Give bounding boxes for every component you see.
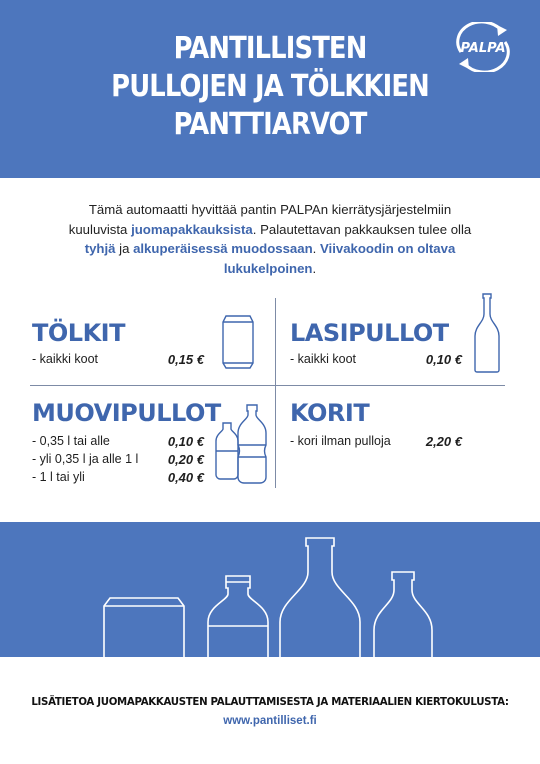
category-tolkit bbox=[32, 320, 204, 370]
intro-highlight: Viivakoodin on oltava lukukelpoinen bbox=[223, 241, 456, 276]
price-row bbox=[290, 352, 462, 370]
price-value: 0,10 € bbox=[167, 434, 204, 449]
price-label: - 1 l tai yli bbox=[32, 470, 85, 484]
intro-part: Tämä automaatti hyvittää pantin PALPAn kierrätysjärjestelmiin kuuluvista bbox=[68, 202, 452, 237]
title-line-1: PANTILLISTEN bbox=[173, 31, 367, 66]
illustration-band bbox=[0, 522, 540, 657]
footer-link[interactable]: www.pantilliset.fi bbox=[223, 715, 317, 727]
price-value: 2,20 € bbox=[425, 434, 462, 449]
price-label: - yli 0,35 l ja alle 1 l bbox=[32, 452, 139, 466]
page-title bbox=[38, 30, 502, 144]
price-label: - kori ilman pulloja bbox=[290, 434, 391, 448]
intro-highlight: juomapakkauksista bbox=[131, 221, 253, 237]
category-title: MUOVIPULLOT bbox=[32, 399, 221, 427]
palpa-logo bbox=[451, 22, 515, 72]
category-muovipullot bbox=[32, 399, 221, 488]
plastic-bottles-icon bbox=[214, 403, 270, 485]
horizontal-divider bbox=[30, 385, 505, 386]
can-icon bbox=[220, 313, 256, 371]
intro-highlight: alkuperäisessä muodossaan bbox=[133, 241, 313, 256]
intro-part: . bbox=[312, 260, 317, 276]
small-glass-bottle-outline-icon bbox=[374, 572, 432, 657]
glass-bottle-outline-icon bbox=[280, 538, 360, 657]
category-lasipullot bbox=[290, 320, 462, 370]
category-title: KORIT bbox=[290, 399, 370, 427]
vertical-divider bbox=[275, 298, 276, 488]
intro-part: . Palautettavan pakkauksen tulee olla bbox=[252, 221, 472, 237]
intro-text bbox=[60, 200, 480, 278]
price-row bbox=[32, 470, 204, 488]
intro-highlight: tyhjä bbox=[84, 241, 116, 256]
price-row bbox=[32, 452, 204, 470]
price-label: - 0,35 l tai alle bbox=[32, 434, 110, 448]
footer-text: LISÄTIETOA JUOMAPAKKAUSTEN PALAUTTAMISESTA JA MATERIAALIEN KIERTOKULUSTA: bbox=[31, 697, 509, 708]
price-value: 0,15 € bbox=[167, 352, 204, 367]
glass-bottle-icon bbox=[472, 292, 502, 374]
price-value: 0,40 € bbox=[167, 470, 204, 485]
price-value: 0,10 € bbox=[425, 352, 462, 367]
title-line-2: PULLOJEN JA TÖLKKIEN bbox=[111, 69, 429, 104]
price-row bbox=[290, 434, 462, 452]
logo-text: PALPA bbox=[460, 41, 506, 56]
title-line-3: PANTTIARVOT bbox=[173, 107, 367, 142]
price-row bbox=[32, 352, 204, 370]
outline-containers-illustration bbox=[0, 522, 540, 657]
header-banner bbox=[0, 0, 540, 178]
category-title: LASIPULLOT bbox=[290, 319, 449, 347]
category-korit bbox=[290, 400, 462, 452]
intro-part: ja bbox=[115, 241, 134, 256]
can-outline-icon bbox=[104, 598, 184, 657]
plastic-bottle-outline-icon bbox=[208, 576, 268, 657]
price-label: - kaikki koot bbox=[290, 352, 356, 366]
price-row bbox=[32, 434, 204, 452]
price-value: 0,20 € bbox=[167, 452, 204, 467]
intro-part: . bbox=[312, 241, 320, 256]
price-label: - kaikki koot bbox=[32, 352, 98, 366]
category-title: TÖLKIT bbox=[32, 319, 125, 347]
